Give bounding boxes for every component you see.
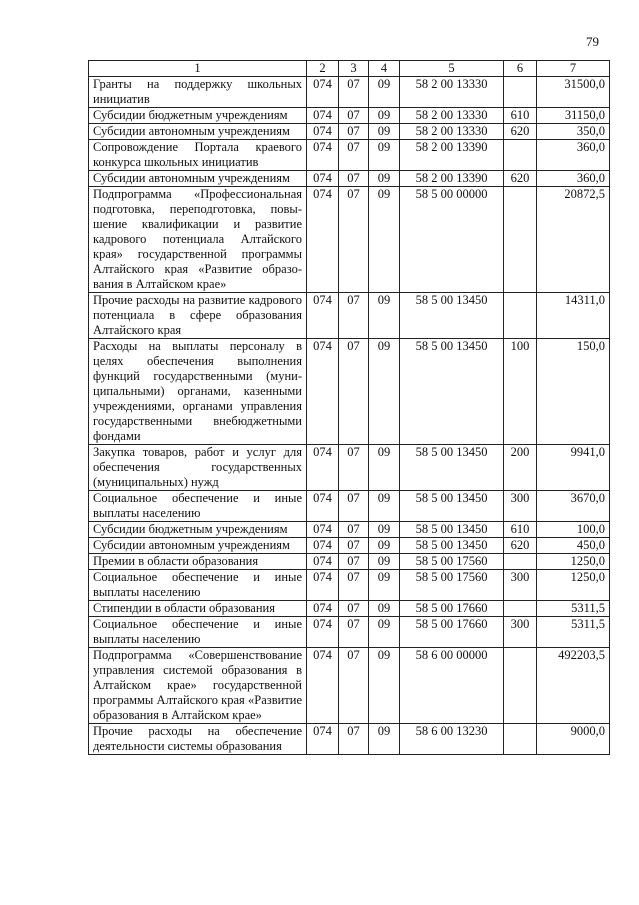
amount-cell: 360,0 (537, 171, 610, 187)
target-article-cell: 58 2 00 13390 (400, 140, 504, 171)
section-cell: 07 (339, 570, 369, 601)
section-cell: 07 (339, 724, 369, 755)
subsection-cell: 09 (369, 554, 400, 570)
expense-type-cell (504, 601, 537, 617)
ministry-code-cell: 074 (307, 445, 339, 491)
item-name-cell: Гранты на поддержку школьных инициатив (89, 77, 307, 108)
subsection-cell: 09 (369, 445, 400, 491)
amount-cell: 31500,0 (537, 77, 610, 108)
subsection-cell: 09 (369, 77, 400, 108)
item-name-cell: Закупка товаров, работ и услуг для обеспечения государственных (муниципальных) нужд (89, 445, 307, 491)
table-body (89, 77, 610, 755)
amount-cell: 3670,0 (537, 491, 610, 522)
subsection-cell: 09 (369, 617, 400, 648)
table-row (89, 522, 610, 538)
section-cell: 07 (339, 108, 369, 124)
section-cell: 07 (339, 538, 369, 554)
section-cell: 07 (339, 445, 369, 491)
item-name-cell: Подпрограмма «Профессиональная подготовка, переподготовка, повышение квалификации и развитие кадрового потенциала Алтайского края» государственной программы Алтайского края «Развитие образования в Алтайском крае» (89, 187, 307, 293)
section-cell: 07 (339, 293, 369, 339)
amount-cell: 31150,0 (537, 108, 610, 124)
amount-cell: 9000,0 (537, 724, 610, 755)
table-row (89, 124, 610, 140)
expense-type-cell (504, 554, 537, 570)
target-article-cell: 58 6 00 00000 (400, 648, 504, 724)
item-name-cell: Социальное обеспечение и иные выплаты населению (89, 617, 307, 648)
item-name-cell: Субсидии автономным учреждениям (89, 124, 307, 140)
item-name-cell: Субсидии автономным учреждениям (89, 538, 307, 554)
ministry-code-cell: 074 (307, 617, 339, 648)
table-row (89, 140, 610, 171)
expense-type-cell: 300 (504, 491, 537, 522)
amount-cell: 492203,5 (537, 648, 610, 724)
item-name-cell: Прочие расходы на обеспечение деятельности системы образования (89, 724, 307, 755)
amount-cell: 5311,5 (537, 601, 610, 617)
amount-cell: 9941,0 (537, 445, 610, 491)
page-number: 79 (586, 34, 599, 49)
subsection-cell: 09 (369, 293, 400, 339)
subsection-cell: 09 (369, 522, 400, 538)
ministry-code-cell: 074 (307, 339, 339, 445)
subsection-cell: 09 (369, 601, 400, 617)
item-name-cell: Стипендии в области образования (89, 601, 307, 617)
column-header: 2 (307, 61, 339, 77)
table-row (89, 445, 610, 491)
amount-cell: 450,0 (537, 538, 610, 554)
column-header: 1 (89, 61, 307, 77)
budget-table (88, 60, 610, 755)
section-cell: 07 (339, 491, 369, 522)
expense-type-cell (504, 140, 537, 171)
target-article-cell: 58 2 00 13390 (400, 171, 504, 187)
section-cell: 07 (339, 601, 369, 617)
item-name-cell: Социальное обеспечение и иные выплаты населению (89, 491, 307, 522)
ministry-code-cell: 074 (307, 538, 339, 554)
target-article-cell: 58 6 00 13230 (400, 724, 504, 755)
expense-type-cell: 610 (504, 522, 537, 538)
ministry-code-cell: 074 (307, 601, 339, 617)
ministry-code-cell: 074 (307, 554, 339, 570)
column-header: 4 (369, 61, 400, 77)
amount-cell: 1250,0 (537, 570, 610, 601)
ministry-code-cell: 074 (307, 171, 339, 187)
ministry-code-cell: 074 (307, 187, 339, 293)
target-article-cell: 58 2 00 13330 (400, 124, 504, 140)
table-row (89, 538, 610, 554)
target-article-cell: 58 5 00 00000 (400, 187, 504, 293)
table-row (89, 491, 610, 522)
table-row (89, 187, 610, 293)
section-cell: 07 (339, 617, 369, 648)
table-row (89, 601, 610, 617)
expense-type-cell (504, 724, 537, 755)
section-cell: 07 (339, 171, 369, 187)
item-name-cell: Премии в области образования (89, 554, 307, 570)
column-header: 6 (504, 61, 537, 77)
expense-type-cell (504, 77, 537, 108)
amount-cell: 14311,0 (537, 293, 610, 339)
section-cell: 07 (339, 648, 369, 724)
ministry-code-cell: 074 (307, 140, 339, 171)
ministry-code-cell: 074 (307, 522, 339, 538)
expense-type-cell: 200 (504, 445, 537, 491)
table-row (89, 617, 610, 648)
table-row (89, 171, 610, 187)
column-header: 7 (537, 61, 610, 77)
table-row (89, 570, 610, 601)
ministry-code-cell: 074 (307, 570, 339, 601)
expense-type-cell: 610 (504, 108, 537, 124)
ministry-code-cell: 074 (307, 724, 339, 755)
section-cell: 07 (339, 124, 369, 140)
subsection-cell: 09 (369, 108, 400, 124)
subsection-cell: 09 (369, 538, 400, 554)
subsection-cell: 09 (369, 171, 400, 187)
amount-cell: 1250,0 (537, 554, 610, 570)
expense-type-cell: 100 (504, 339, 537, 445)
target-article-cell: 58 5 00 13450 (400, 339, 504, 445)
item-name-cell: Социальное обеспечение и иные выплаты населению (89, 570, 307, 601)
target-article-cell: 58 5 00 17660 (400, 617, 504, 648)
target-article-cell: 58 5 00 17560 (400, 570, 504, 601)
item-name-cell: Сопровождение Портала краевого конкурса школьных инициатив (89, 140, 307, 171)
item-name-cell: Субсидии автономным учреждениям (89, 171, 307, 187)
expense-type-cell: 620 (504, 124, 537, 140)
expense-type-cell: 300 (504, 570, 537, 601)
subsection-cell: 09 (369, 140, 400, 171)
subsection-cell: 09 (369, 724, 400, 755)
section-cell: 07 (339, 140, 369, 171)
section-cell: 07 (339, 522, 369, 538)
table-row (89, 108, 610, 124)
section-cell: 07 (339, 339, 369, 445)
section-cell: 07 (339, 554, 369, 570)
amount-cell: 150,0 (537, 339, 610, 445)
ministry-code-cell: 074 (307, 124, 339, 140)
expense-type-cell (504, 648, 537, 724)
ministry-code-cell: 074 (307, 293, 339, 339)
expense-type-cell (504, 293, 537, 339)
target-article-cell: 58 5 00 13450 (400, 293, 504, 339)
item-name-cell: Расходы на выплаты персоналу в целях обеспечения выполнения функций государственными (муниципальными) органами, казенными учреждениями, органами управления государственными внебюджетными фондами (89, 339, 307, 445)
table-row (89, 648, 610, 724)
column-header: 5 (400, 61, 504, 77)
amount-cell: 350,0 (537, 124, 610, 140)
ministry-code-cell: 074 (307, 648, 339, 724)
section-cell: 07 (339, 77, 369, 108)
table-row (89, 724, 610, 755)
expense-type-cell: 620 (504, 171, 537, 187)
subsection-cell: 09 (369, 491, 400, 522)
section-cell: 07 (339, 187, 369, 293)
amount-cell: 20872,5 (537, 187, 610, 293)
item-name-cell: Субсидии бюджетным учреждениям (89, 522, 307, 538)
target-article-cell: 58 5 00 17560 (400, 554, 504, 570)
table-row (89, 339, 610, 445)
target-article-cell: 58 5 00 13450 (400, 538, 504, 554)
amount-cell: 100,0 (537, 522, 610, 538)
amount-cell: 5311,5 (537, 617, 610, 648)
column-header: 3 (339, 61, 369, 77)
subsection-cell: 09 (369, 187, 400, 293)
table-row (89, 293, 610, 339)
table-row (89, 77, 610, 108)
target-article-cell: 58 5 00 13450 (400, 445, 504, 491)
ministry-code-cell: 074 (307, 108, 339, 124)
amount-cell: 360,0 (537, 140, 610, 171)
expense-type-cell: 620 (504, 538, 537, 554)
target-article-cell: 58 2 00 13330 (400, 108, 504, 124)
expense-type-cell: 300 (504, 617, 537, 648)
table-header-row (89, 61, 610, 77)
item-name-cell: Субсидии бюджетным учреждениям (89, 108, 307, 124)
target-article-cell: 58 5 00 17660 (400, 601, 504, 617)
item-name-cell: Прочие расходы на развитие кадрового потенциала в сфере образования Алтайского края (89, 293, 307, 339)
subsection-cell: 09 (369, 339, 400, 445)
ministry-code-cell: 074 (307, 491, 339, 522)
table-row (89, 554, 610, 570)
subsection-cell: 09 (369, 648, 400, 724)
target-article-cell: 58 2 00 13330 (400, 77, 504, 108)
target-article-cell: 58 5 00 13450 (400, 522, 504, 538)
subsection-cell: 09 (369, 124, 400, 140)
item-name-cell: Подпрограмма «Совершенствование управления системой образования в Алтайском крае» государственной программы Алтайского края «Развитие образования в Алтайском крае» (89, 648, 307, 724)
subsection-cell: 09 (369, 570, 400, 601)
ministry-code-cell: 074 (307, 77, 339, 108)
expense-type-cell (504, 187, 537, 293)
target-article-cell: 58 5 00 13450 (400, 491, 504, 522)
